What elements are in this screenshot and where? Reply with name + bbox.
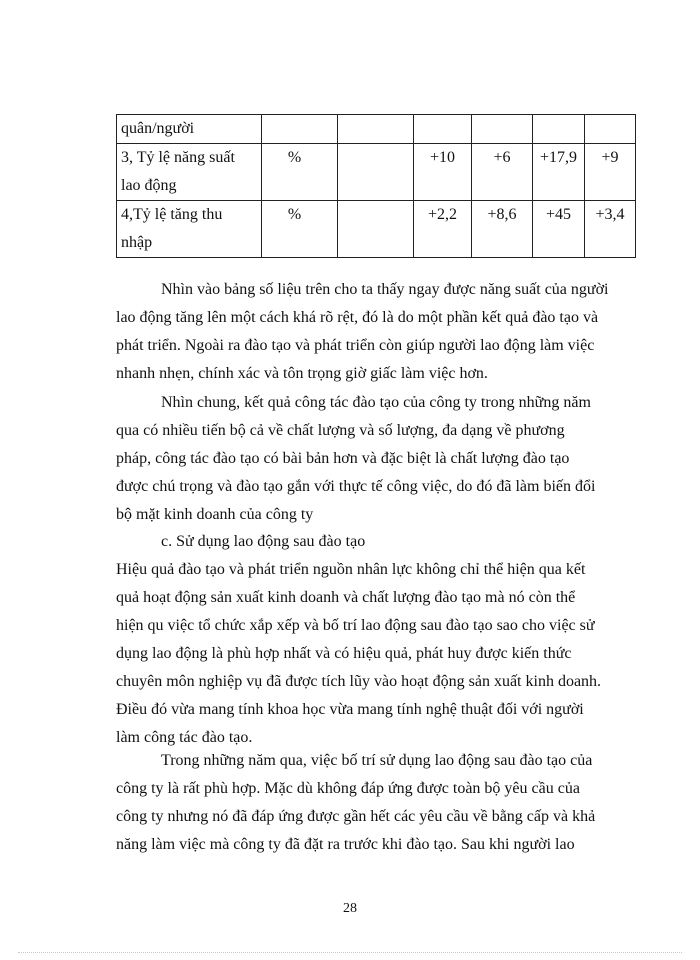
table-cell-value: +6 bbox=[472, 144, 533, 201]
table-cell bbox=[472, 115, 533, 144]
text-line: Hiệu quả đào tạo và phát triển nguồn nhân lực không chỉ thể hiện qua kết bbox=[116, 561, 586, 578]
text-line: phát triển. Ngoài ra đào tạo và phát triển còn giúp người lao động làm việc bbox=[116, 337, 595, 354]
table-cell bbox=[585, 115, 636, 144]
table-cell-label bbox=[117, 144, 262, 201]
table-cell-value: +45 bbox=[533, 201, 585, 258]
text-line: được chú trọng và đào tạo gắn với thực tế công việc, do đó đã làm biến đổi bbox=[116, 478, 596, 495]
table-cell-value: +3,4 bbox=[585, 201, 636, 258]
table-cell bbox=[262, 115, 338, 144]
text-line: qua có nhiều tiến bộ cả về chất lượng và số lượng, đa dạng về phương bbox=[116, 422, 565, 439]
text-line: bộ mặt kinh doanh của công ty bbox=[116, 506, 314, 523]
table-cell-value: +8,6 bbox=[472, 201, 533, 258]
text-line: Điều đó vừa mang tính khoa học vừa mang tính nghệ thuật đối với người bbox=[116, 701, 584, 718]
text-line: làm công tác đào tạo. bbox=[116, 729, 253, 746]
table-cell bbox=[338, 201, 414, 258]
page-bottom-divider bbox=[18, 952, 682, 953]
text-line: quả hoạt động sản xuất kinh doanh và chất lượng đào tạo mà nó còn thể bbox=[116, 589, 576, 606]
label-line: nhập bbox=[121, 234, 153, 251]
paragraph-productivity bbox=[116, 276, 636, 388]
label-line: 4,Tỷ lệ tăng thu bbox=[121, 206, 223, 223]
text-line: chuyên môn nghiệp vụ đã được tích lũy vào hoạt động sản xuất kinh doanh. bbox=[116, 673, 602, 690]
table-cell-value: +9 bbox=[585, 144, 636, 201]
paragraph-training-results bbox=[116, 389, 636, 529]
table-row bbox=[117, 115, 636, 144]
table-cell-value: +10 bbox=[414, 144, 472, 201]
page-number: 28 bbox=[343, 901, 357, 916]
text-line: công ty nhưng nó đã đáp ứng được gần hết các yêu cầu về bằng cấp và khả bbox=[116, 808, 596, 825]
table-cell bbox=[338, 115, 414, 144]
text-line: Trong những năm qua, việc bố trí sử dụng lao động sau đào tạo của bbox=[161, 752, 593, 769]
statistics-table bbox=[116, 114, 636, 258]
table-cell-value: +17,9 bbox=[533, 144, 585, 201]
table-cell bbox=[414, 115, 472, 144]
paragraph-recent-years bbox=[116, 747, 636, 859]
table-cell-value: +2,2 bbox=[414, 201, 472, 258]
text-line: hiện qu việc tổ chức xắp xếp và bố trí lao động sau đào tạo sao cho việc sử bbox=[116, 617, 595, 634]
table-cell-unit: % bbox=[262, 201, 338, 258]
text-line: Nhìn chung, kết quả công tác đào tạo của công ty trong những năm bbox=[161, 394, 591, 411]
label-line: lao động bbox=[121, 177, 177, 194]
text-line: công ty là rất phù hợp. Mặc dù không đáp ứng được toàn bộ yêu cầu của bbox=[116, 780, 580, 797]
section-heading: c. Sử dụng lao động sau đào tạo bbox=[161, 533, 366, 550]
table-row bbox=[117, 144, 636, 201]
table-cell bbox=[533, 115, 585, 144]
table-cell-label bbox=[117, 201, 262, 258]
section-post-training-use bbox=[116, 528, 636, 752]
text-line: pháp, công tác đào tạo có bài bản hơn và đặc biệt là chất lượng đào tạo bbox=[116, 450, 570, 467]
table-cell-unit: % bbox=[262, 144, 338, 201]
text-line: dụng lao động là phù hợp nhất và có hiệu quả, phát huy được kiến thức bbox=[116, 645, 572, 662]
table-cell-label: quân/người bbox=[117, 115, 262, 144]
table-row bbox=[117, 201, 636, 258]
text-line: Nhìn vào bảng số liệu trên cho ta thấy ngay được năng suất của người bbox=[161, 281, 609, 298]
table-cell bbox=[338, 144, 414, 201]
label-line: 3, Tỷ lệ năng suất bbox=[121, 149, 235, 166]
text-line: năng làm việc mà công ty đã đặt ra trước khi đào tạo. Sau khi người lao bbox=[116, 836, 575, 853]
text-line: lao động tăng lên một cách khá rõ rệt, đó là do một phần kết quả đào tạo và bbox=[116, 309, 599, 326]
text-line: nhanh nhẹn, chính xác và tôn trọng giờ giấc làm việc hơn. bbox=[116, 365, 488, 382]
